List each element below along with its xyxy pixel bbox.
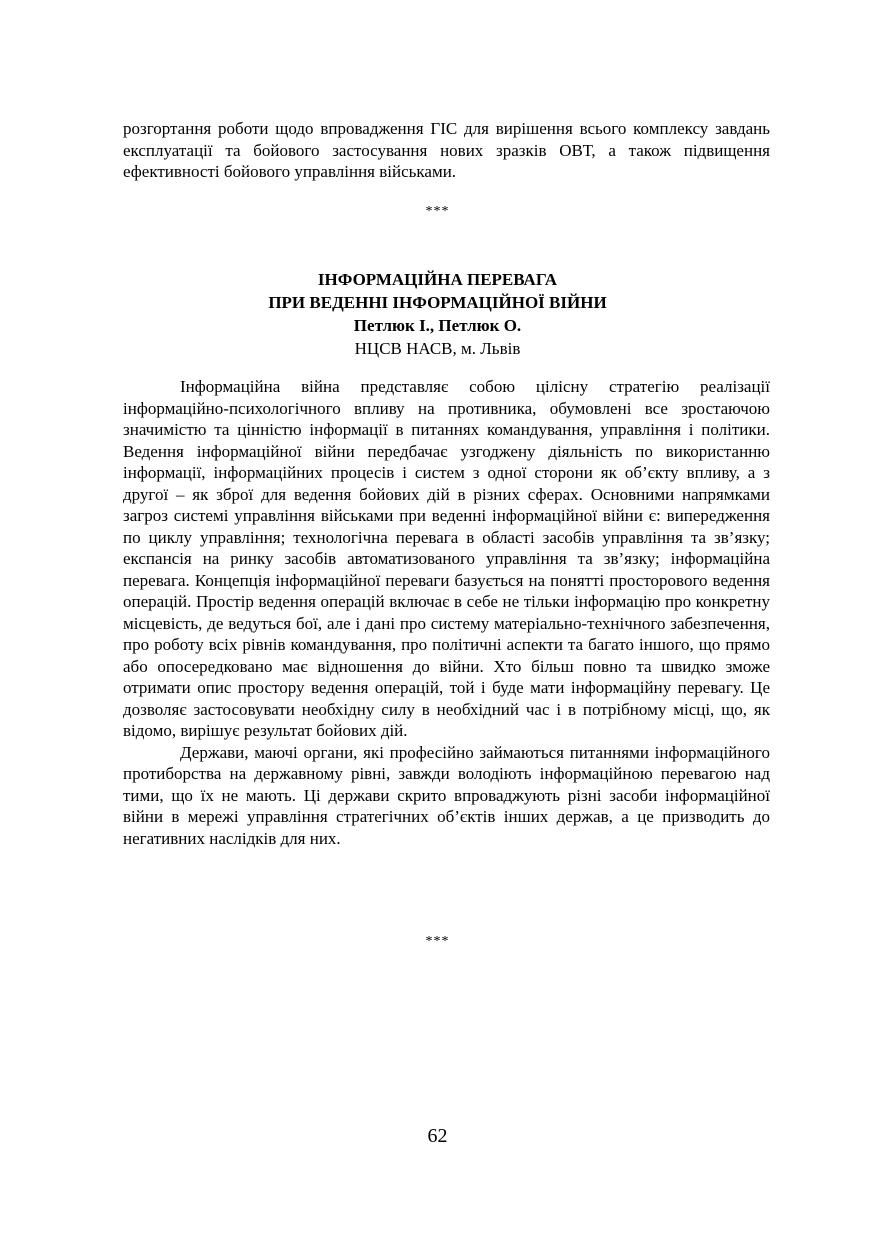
article-heading (0, 268, 875, 360)
article-body (123, 376, 770, 849)
intro-section (123, 118, 770, 183)
body-paragraph-2: Держави, маючі органи, які професійно займаються питаннями інформаційного протиборства на державному рівні, завжди володіють інформаційною перевагою над тими, що їх не мають. Ці держави скрито впроваджують різні засоби інформаційної війни в мережі управління стратегічних об’єктів інших держав, а це призводить до негативних наслідків для них. (123, 742, 770, 848)
section-separator-bottom: *** (425, 934, 450, 949)
body-paragraph-1: Інформаційна війна представляє собою цілісну стратегію реалізації інформаційно-психологічного впливу на противника, обумовлені все зростаючою значимістю та цінністю інформації в питаннях командування, управління і політики. Ведення інформаційної війни передбачає узгоджену діяльність по використанню інформації, інформаційних процесів і систем з одної сторони як об’єкту впливу, а з другої – як зброї для ведення бойових дій в різних сферах. Основними напрямками загроз системі управління військами при веденні інформаційної війни є: випередження по циклу управління; технологічна перевага в області засобів управління та зв’язку; експансія на ринку засобів автоматизованого управління та зв’язку; інформаційна перевага. Концепція інформаційної переваги базується на понятті просторового ведення операцій. Простір ведення операцій включає в себе не тільки інформацію про конкретну місцевість, де ведуться бої, але і дані про систему матеріально-технічного забезпечення, про роботу всіх рівнів командування, про політичні аспекти та багато іншого, що прямо або опосередковано має відношення до війни. Хто більш повно та швидко зможе отримати опис простору ведення операцій, той і буде мати інформаційну перевагу. Це дозволяє застосовувати необхідну силу в необхідний час і в потрібному місці, що, як відомо, вирішує результат бойових дій. (123, 377, 770, 740)
article-title-line-1: ІНФОРМАЦІЙНА ПЕРЕВАГА (317, 270, 558, 289)
intro-paragraph: розгортання роботи щодо впровадження ГІС для вирішення всього комплексу завдань експлуатації та бойового застосування нових зразків ОВТ, а також підвищення ефективності бойового управління військами. (123, 119, 770, 181)
article-authors: Петлюк І., Петлюк О. (353, 316, 522, 335)
article-title-line-2: ПРИ ВЕДЕННІ ІНФОРМАЦІЙНОЇ ВІЙНИ (268, 293, 607, 312)
page-number: 62 (427, 1125, 448, 1147)
article-affiliation: НЦСВ НАСВ, м. Львів (354, 339, 521, 358)
section-separator-top: *** (425, 204, 450, 219)
